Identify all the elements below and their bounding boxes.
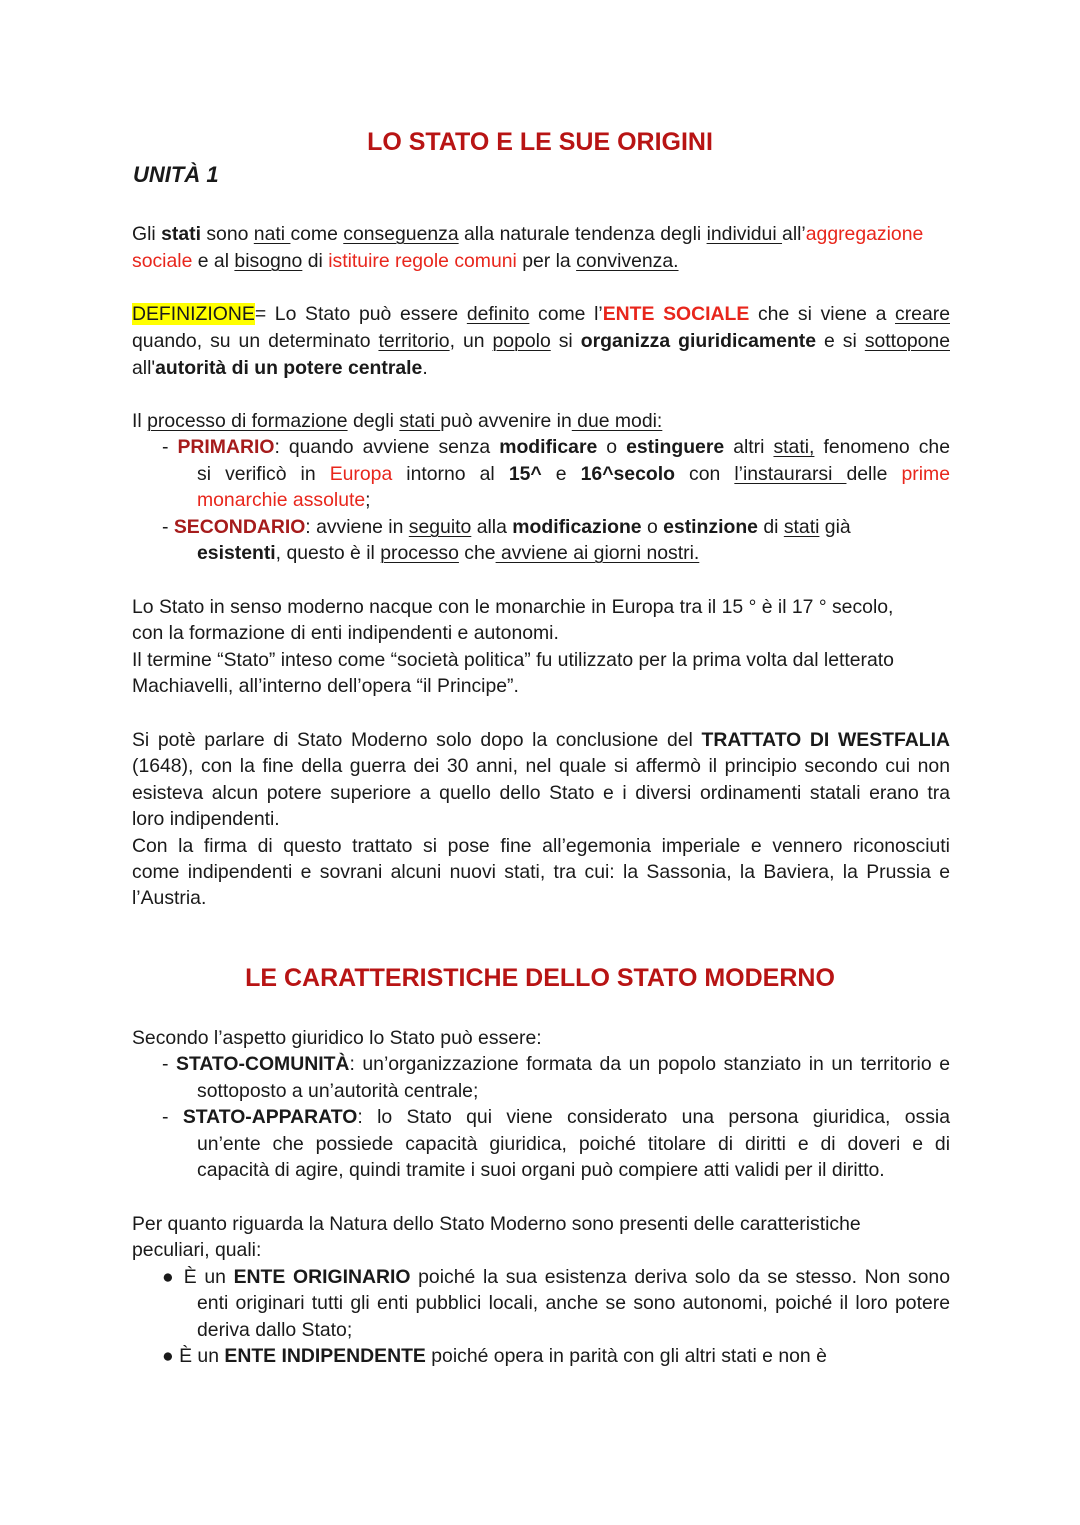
secondario-line-2: esistenti, questo è il processo che avviene ai giorni nostri. — [197, 542, 700, 564]
comunita-line-2: sottoposto a un’autorità centrale; — [197, 1080, 479, 1102]
definition-line-1: DEFINIZIONE= Lo Stato può essere definito come l’ENTE SOCIALE che si viene a creare — [132, 303, 950, 325]
secondario-line-1: - SECONDARIO: avviene in seguito alla modificazione o estinzione di stati già — [162, 516, 851, 538]
process-intro: Il processo di formazione degli stati può avvenire in due modi: — [132, 410, 663, 432]
westfalia-line-1: Si potè parlare di Stato Moderno solo dopo la conclusione del TRATTATO DI WESTFALIA — [132, 729, 950, 751]
modern-line-2: con la formazione di enti indipendenti e autonomi. — [132, 622, 559, 644]
unit-label: UNITÀ 1 — [133, 162, 219, 187]
comunita-line-1: - STATO-COMUNITÀ: un’organizzazione formata da un popolo stanziato in un territorio e — [162, 1053, 950, 1075]
westfalia-line-4: loro indipendenti. — [132, 808, 280, 830]
intro-line-2: sociale e al bisogno di istituire regole comuni per la convivenza. — [132, 250, 679, 272]
natura-line-1: Per quanto riguarda la Natura dello Stato Moderno sono presenti delle caratteristiche — [132, 1213, 861, 1235]
primario-line-3: monarchie assolute; — [197, 489, 371, 511]
section-title: LE CARATTERISTICHE DELLO STATO MODERNO — [245, 964, 835, 992]
page-title: LO STATO E LE SUE ORIGINI — [367, 128, 713, 156]
primario-line-2: si verificò in Europa intorno al 15^ e 16^secolo con l’instaurarsi delle prime — [197, 463, 950, 485]
primario-line-1: - PRIMARIO: quando avviene senza modificare o estinguere altri stati, fenomeno che — [162, 436, 950, 458]
intro-line-1: Gli stati sono nati come conseguenza alla naturale tendenza degli individui all’aggregazione — [132, 223, 924, 245]
modern-line-1: Lo Stato in senso moderno nacque con le monarchie in Europa tra il 15 ° è il 17 ° secolo, — [132, 596, 894, 618]
indipendente-line-1: ● È un ENTE INDIPENDENTE poiché opera in parità con gli altri stati e non è — [162, 1345, 827, 1367]
apparato-line-2: un’ente che possiede capacità giuridica, poiché titolare di diritti e di doveri e di — [197, 1133, 950, 1155]
modern-line-3: Il termine “Stato” inteso come “società politica” fu utilizzato per la prima volta dal letterato — [132, 649, 894, 671]
originario-line-3: deriva dallo Stato; — [197, 1319, 353, 1341]
westfalia-line-2: (1648), con la fine della guerra dei 30 anni, nel quale si affermò il principio secondo cui non — [132, 755, 950, 777]
natura-line-2: peculiari, quali: — [132, 1239, 262, 1261]
originario-line-1: ● È un ENTE ORIGINARIO poiché la sua esistenza deriva solo da se stesso. Non sono — [162, 1266, 950, 1288]
modern-line-4: Machiavelli, all’interno dell’opera “il Principe”. — [132, 675, 519, 697]
westfalia-line-6: come indipendenti e sovrani alcuni nuovi stati, tra cui: la Sassonia, la Baviera, la Prussia e — [132, 861, 950, 883]
section-intro: Secondo l’aspetto giuridico lo Stato può essere: — [132, 1027, 542, 1049]
apparato-line-3: capacità di agire, quindi tramite i suoi organi può compiere atti validi per il diritto. — [197, 1159, 885, 1181]
westfalia-line-5: Con la firma di questo trattato si pose fine all’egemonia imperiale e vennero riconosciuti — [132, 835, 950, 857]
definition-line-3: all'autorità di un potere centrale. — [132, 357, 428, 379]
apparato-line-1: - STATO-APPARATO: lo Stato qui viene considerato una persona giuridica, ossia — [162, 1106, 950, 1128]
definition-line-2: quando, su un determinato territorio, un popolo si organizza giuridicamente e si sottopone — [132, 330, 950, 352]
definition-highlight: DEFINIZIONE — [132, 303, 255, 325]
westfalia-line-7: l’Austria. — [132, 887, 207, 909]
originario-line-2: enti originari tutti gli enti pubblici locali, anche se sono autonomi, poiché il loro potere — [197, 1292, 950, 1314]
westfalia-line-3: esisteva alcun potere superiore a quello dello Stato e i diversi ordinamenti statali erano tra — [132, 782, 950, 804]
